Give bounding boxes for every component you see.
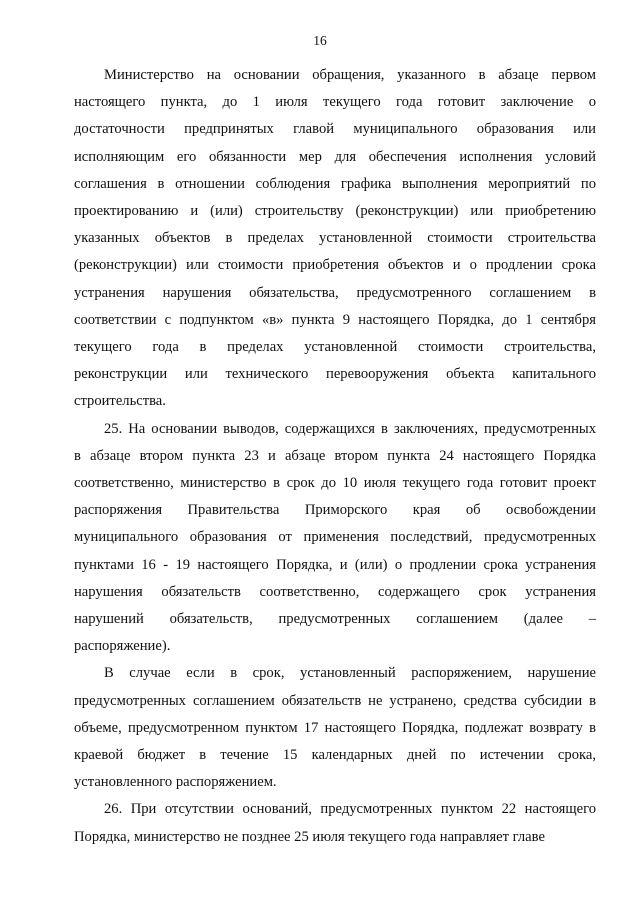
text-line xyxy=(74,660,596,687)
text-line xyxy=(74,470,596,497)
text-line xyxy=(74,334,596,361)
text-line-content: устранения нарушения обязательства, предусмотренного соглашением в xyxy=(74,284,596,301)
text-line-content: нарушения обязательств соответственно, содержащего срок устранения xyxy=(74,583,596,600)
page-number: 16 xyxy=(313,33,327,48)
text-line xyxy=(74,633,596,660)
text-line-content: краевой бюджет в течение 15 календарных дней по истечении срока, xyxy=(74,747,596,764)
text-line xyxy=(74,198,596,225)
text-line xyxy=(74,443,596,470)
text-line xyxy=(74,824,596,851)
text-line-content: проектированию и (или) строительству (реконструкции) или приобретению xyxy=(74,203,596,220)
text-line xyxy=(74,742,596,769)
text-line-content: соглашения в отношении соблюдения графика выполнения мероприятий по xyxy=(74,175,596,192)
text-line-content: соответствии с подпунктом «в» пункта 9 настоящего Порядка, до 1 сентября xyxy=(74,311,596,328)
text-line-content: Министерство на основании обращения, указанного в абзаце первом xyxy=(104,67,596,83)
document-body xyxy=(74,62,596,851)
text-line-content: объеме, предусмотренном пунктом 17 настоящего Порядка, подлежат возврату в xyxy=(74,719,596,736)
text-line xyxy=(74,579,596,606)
text-line-content: муниципального образования от применения последствий, предусмотренных xyxy=(74,529,596,546)
text-line xyxy=(74,769,596,796)
text-line-content: реконструкции или технического перевооружения объекта капитального xyxy=(74,366,596,383)
text-line-content: распоряжение). xyxy=(74,638,171,655)
text-line xyxy=(74,89,596,116)
text-line xyxy=(74,116,596,143)
text-line xyxy=(74,171,596,198)
text-line xyxy=(74,715,596,742)
text-line-content: исполняющим его обязанности мер для обеспечения исполнения условий xyxy=(74,148,596,165)
text-line xyxy=(74,552,596,579)
text-line xyxy=(74,796,596,823)
text-line xyxy=(74,361,596,388)
text-line-content: (реконструкции) или стоимости приобретения объектов и о продлении срока xyxy=(74,257,596,274)
text-line xyxy=(74,225,596,252)
text-line-content: достаточности предпринятых главой муниципального образования или xyxy=(74,121,596,138)
text-line-content: строительства. xyxy=(74,393,166,410)
text-line xyxy=(74,606,596,633)
text-line-content: 25. На основании выводов, содержащихся в заключениях, предусмотренных xyxy=(104,420,596,437)
text-line-content: пунктами 16 - 19 настоящего Порядка, и (или) о продлении срока устранения xyxy=(74,556,596,573)
text-line-content: распоряжения Правительства Приморского края об освобождении xyxy=(74,502,596,519)
text-line-content: настоящего пункта, до 1 июля текущего года готовит заключение о xyxy=(74,94,596,111)
text-line-content: В случае если в срок, установленный распоряжением, нарушение xyxy=(104,665,596,682)
text-line-content: текущего года в пределах установленной стоимости строительства, xyxy=(74,339,596,356)
text-line-content: соответственно, министерство в срок до 10 июля текущего года готовит проект xyxy=(74,475,596,492)
text-line-content: установленного распоряжением. xyxy=(74,774,277,791)
text-line xyxy=(74,144,596,171)
text-line-content: указанных объектов в пределах установленной стоимости строительства xyxy=(74,230,596,247)
text-line-content: предусмотренных соглашением обязательств не устранено, средства субсидии в xyxy=(74,692,596,709)
text-line-content: 26. При отсутствии оснований, предусмотренных пунктом 22 настоящего xyxy=(104,801,596,818)
text-line xyxy=(74,416,596,443)
text-line xyxy=(74,252,596,279)
text-line xyxy=(74,688,596,715)
text-line-content: нарушений обязательств, предусмотренных соглашением (далее – xyxy=(74,611,596,628)
text-line xyxy=(74,524,596,551)
text-line xyxy=(74,307,596,334)
text-line xyxy=(74,497,596,524)
text-line xyxy=(74,388,596,415)
text-line-content: Порядка, министерство не позднее 25 июля текущего года направляет главе xyxy=(74,828,545,845)
text-line xyxy=(74,62,596,89)
text-line-content: в абзаце втором пункта 23 и абзаце втором пункта 24 настоящего Порядка xyxy=(74,447,596,464)
text-line xyxy=(74,280,596,307)
